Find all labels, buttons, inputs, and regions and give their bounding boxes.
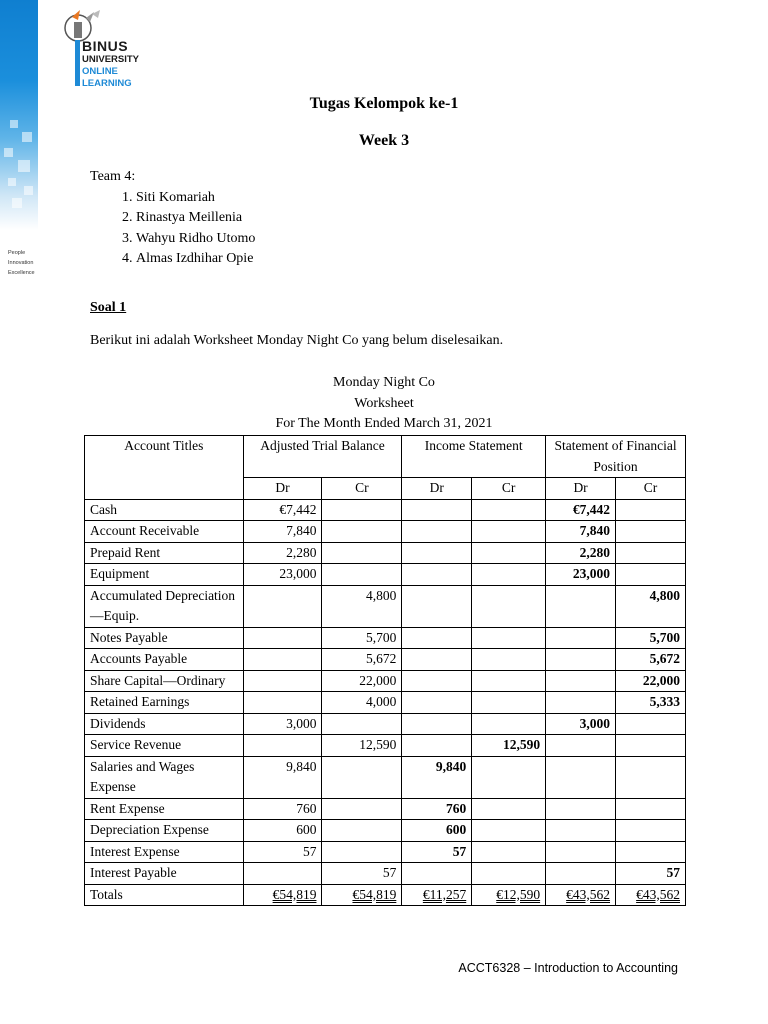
table-row: [85, 542, 686, 564]
cell-sfp-cr: [616, 798, 686, 820]
account-title: Salaries and Wages Expense: [85, 756, 244, 798]
cell-sfp-cr: [616, 735, 686, 757]
cell-is-dr: 600: [402, 820, 472, 842]
worksheet-body: [85, 499, 686, 906]
cell-is-dr: [402, 670, 472, 692]
question-intro: Berikut ini adalah Worksheet Monday Night Co yang belum diselesaikan.: [90, 333, 504, 348]
cell-is-cr: [472, 841, 546, 863]
cell-atb-dr: [243, 627, 322, 649]
cell-atb-dr: 760: [243, 798, 322, 820]
worksheet-table: [84, 435, 686, 906]
logo-online: ONLINE: [82, 66, 118, 77]
cell-sfp-cr: 5,700: [616, 627, 686, 649]
subheader-cr: Cr: [322, 478, 402, 500]
cell-sfp-cr: 22,000: [616, 670, 686, 692]
cell-atb-cr: [322, 542, 402, 564]
table-row: [85, 585, 686, 627]
cell-atb-dr: 57: [243, 841, 322, 863]
cell-sfp-dr: [546, 798, 616, 820]
cell-is-cr: [472, 670, 546, 692]
cell-is-cr: [472, 756, 546, 798]
team-member: 3. Wahyu Ridho Utomo: [136, 229, 255, 250]
question-label: Soal 1: [90, 300, 127, 315]
cell-is-cr: [472, 863, 546, 885]
tagline-excellence: Excellence: [8, 270, 35, 276]
cell-sfp-dr: 3,000: [546, 713, 616, 735]
cell-atb-cr: 22,000: [322, 670, 402, 692]
cell-atb-dr: €7,442: [243, 499, 322, 521]
cell-is-dr: [402, 585, 472, 627]
account-title: Interest Expense: [85, 841, 244, 863]
tagline-innovation: Innovation: [8, 260, 34, 266]
cell-sfp-cr: [616, 756, 686, 798]
subheader-cr: Cr: [616, 478, 686, 500]
cell-sfp-cr: [616, 564, 686, 586]
account-title: Service Revenue: [85, 735, 244, 757]
total-value: €12,590: [496, 886, 541, 902]
total-value: €43,562: [566, 886, 611, 902]
cell-sfp-dr: [546, 585, 616, 627]
cell-atb-cr: 5,672: [322, 649, 402, 671]
cell-is-cr: [472, 627, 546, 649]
table-header-row: [85, 436, 686, 478]
cell-sfp-dr: [546, 627, 616, 649]
cell-sfp-dr: 7,840: [546, 521, 616, 543]
cell-is-cr: [472, 798, 546, 820]
account-title: Interest Payable: [85, 863, 244, 885]
account-title: Accounts Payable: [85, 649, 244, 671]
cell-sfp-cr: [616, 521, 686, 543]
team-member: 1. Siti Komariah: [136, 188, 255, 209]
total-value: €54,819: [272, 886, 317, 902]
cell-sfp-dr: [546, 820, 616, 842]
account-title: Equipment: [85, 564, 244, 586]
cell-atb-dr: [243, 649, 322, 671]
cell-atb-dr: 3,000: [243, 713, 322, 735]
cell-atb-dr: [243, 884, 322, 906]
account-title: Dividends: [85, 713, 244, 735]
cell-atb-dr: 9,840: [243, 756, 322, 798]
cell-is-cr: 12,590: [472, 735, 546, 757]
cell-sfp-cr: [616, 499, 686, 521]
logo-online-learning: [82, 66, 132, 90]
total-value: €54,819: [352, 886, 397, 902]
account-title: Depreciation Expense: [85, 820, 244, 842]
cell-atb-cr: [322, 841, 402, 863]
team-member: 2. Rinastya Meillenia: [136, 208, 255, 229]
cell-sfp-dr: [546, 884, 616, 906]
cell-sfp-cr: [616, 820, 686, 842]
cell-is-cr: [472, 713, 546, 735]
cell-sfp-dr: [546, 863, 616, 885]
table-row: [85, 499, 686, 521]
total-value: €11,257: [422, 886, 467, 902]
table-row: [85, 798, 686, 820]
header-account-titles: Account Titles: [85, 436, 244, 500]
company-name: Monday Night Co: [333, 375, 435, 390]
cell-atb-cr: [322, 499, 402, 521]
cell-is-dr: 9,840: [402, 756, 472, 798]
cell-is-dr: [402, 499, 472, 521]
header-statement-financial-position: Statement of Financial Position: [546, 436, 686, 478]
cell-is-dr: [402, 863, 472, 885]
cell-atb-cr: [322, 521, 402, 543]
cell-is-cr: [472, 499, 546, 521]
tagline-people: People: [8, 250, 26, 256]
cell-is-dr: [402, 564, 472, 586]
cell-atb-cr: 4,800: [322, 585, 402, 627]
cell-sfp-dr: [546, 841, 616, 863]
brand-tagline: [8, 248, 68, 278]
cell-atb-cr: [322, 820, 402, 842]
account-title: Retained Earnings: [85, 692, 244, 714]
team-member: 4. Almas Izdhihar Opie: [136, 249, 255, 270]
cell-sfp-cr: [616, 841, 686, 863]
team-section: [90, 167, 255, 270]
account-title: Accumulated Depreciation—Equip.: [85, 585, 244, 627]
subheader-cr: Cr: [472, 478, 546, 500]
cell-is-dr: [402, 713, 472, 735]
table-row: [85, 521, 686, 543]
cell-atb-dr: 23,000: [243, 564, 322, 586]
logo-university: UNIVERSITY: [82, 54, 140, 65]
table-row: [85, 692, 686, 714]
cell-is-cr: [472, 564, 546, 586]
table-row: [85, 670, 686, 692]
cell-atb-cr: [322, 713, 402, 735]
table-row: [85, 820, 686, 842]
account-title: Cash: [85, 499, 244, 521]
table-row: [85, 735, 686, 757]
worksheet-heading: [0, 373, 768, 435]
table-row: [85, 564, 686, 586]
cell-is-cr: [472, 542, 546, 564]
cell-sfp-cr: [616, 542, 686, 564]
brand-stripe: [0, 0, 38, 230]
cell-atb-dr: 2,280: [243, 542, 322, 564]
cell-sfp-dr: 2,280: [546, 542, 616, 564]
subheader-dr: Dr: [402, 478, 472, 500]
subheader-dr: Dr: [243, 478, 322, 500]
table-row: [85, 863, 686, 885]
team-label: Team 4:: [90, 169, 136, 184]
cell-sfp-cr: 5,333: [616, 692, 686, 714]
header-adjusted-trial-balance: Adjusted Trial Balance: [243, 436, 402, 478]
team-list: [90, 188, 255, 270]
subheader-dr: Dr: [546, 478, 616, 500]
table-row: [85, 841, 686, 863]
worksheet-period: For The Month Ended March 31, 2021: [275, 416, 493, 431]
cell-is-cr: [472, 884, 546, 906]
page-subtitle: Week 3: [358, 132, 410, 149]
cell-atb-cr: [322, 756, 402, 798]
cell-sfp-dr: [546, 756, 616, 798]
course-footer: ACCT6328 – Introduction to Accounting: [458, 961, 678, 975]
cell-sfp-dr: [546, 670, 616, 692]
cell-sfp-dr: [546, 735, 616, 757]
cell-sfp-cr: 57: [616, 863, 686, 885]
cell-is-dr: [402, 627, 472, 649]
cell-is-dr: [402, 735, 472, 757]
logo-binus: BINUS: [82, 38, 129, 54]
cell-sfp-cr: [616, 884, 686, 906]
cell-is-dr: [402, 542, 472, 564]
cell-is-cr: [472, 649, 546, 671]
total-value: €43,562: [636, 886, 680, 902]
cell-sfp-dr: 23,000: [546, 564, 616, 586]
cell-is-dr: [402, 692, 472, 714]
cell-sfp-cr: 4,800: [616, 585, 686, 627]
cell-is-dr: 760: [402, 798, 472, 820]
table-row: [85, 713, 686, 735]
totals-row: [85, 884, 686, 906]
cell-atb-dr: [243, 735, 322, 757]
account-title: Share Capital—Ordinary: [85, 670, 244, 692]
cell-atb-cr: [322, 798, 402, 820]
cell-atb-cr: [322, 884, 402, 906]
cell-atb-dr: [243, 692, 322, 714]
worksheet-name: Worksheet: [354, 395, 414, 411]
account-title: Account Receivable: [85, 521, 244, 543]
cell-is-dr: [402, 521, 472, 543]
cell-sfp-cr: [616, 713, 686, 735]
cell-is-cr: [472, 585, 546, 627]
cell-atb-cr: 57: [322, 863, 402, 885]
cell-is-dr: [402, 884, 472, 906]
cell-is-dr: [402, 649, 472, 671]
cell-atb-dr: 7,840: [243, 521, 322, 543]
account-title: Rent Expense: [85, 798, 244, 820]
cell-is-cr: [472, 521, 546, 543]
cell-is-cr: [472, 692, 546, 714]
table-row: [85, 627, 686, 649]
cell-atb-cr: 5,700: [322, 627, 402, 649]
cell-sfp-dr: €7,442: [546, 499, 616, 521]
cell-atb-cr: 12,590: [322, 735, 402, 757]
cell-sfp-cr: 5,672: [616, 649, 686, 671]
cell-atb-dr: [243, 585, 322, 627]
table-row: [85, 756, 686, 798]
cell-sfp-dr: [546, 692, 616, 714]
table-row: [85, 649, 686, 671]
header-income-statement: Income Statement: [402, 436, 546, 478]
cell-sfp-dr: [546, 649, 616, 671]
cell-atb-cr: [322, 564, 402, 586]
cell-atb-dr: 600: [243, 820, 322, 842]
page-title: Tugas Kelompok ke-1: [309, 95, 459, 112]
cell-atb-cr: 4,000: [322, 692, 402, 714]
cell-is-cr: [472, 820, 546, 842]
logo-learning: LEARNING: [82, 78, 132, 89]
account-title: Prepaid Rent: [85, 542, 244, 564]
cell-atb-dr: [243, 670, 322, 692]
cell-atb-dr: [243, 863, 322, 885]
cell-is-dr: 57: [402, 841, 472, 863]
account-title: Totals: [85, 884, 244, 906]
account-title: Notes Payable: [85, 627, 244, 649]
